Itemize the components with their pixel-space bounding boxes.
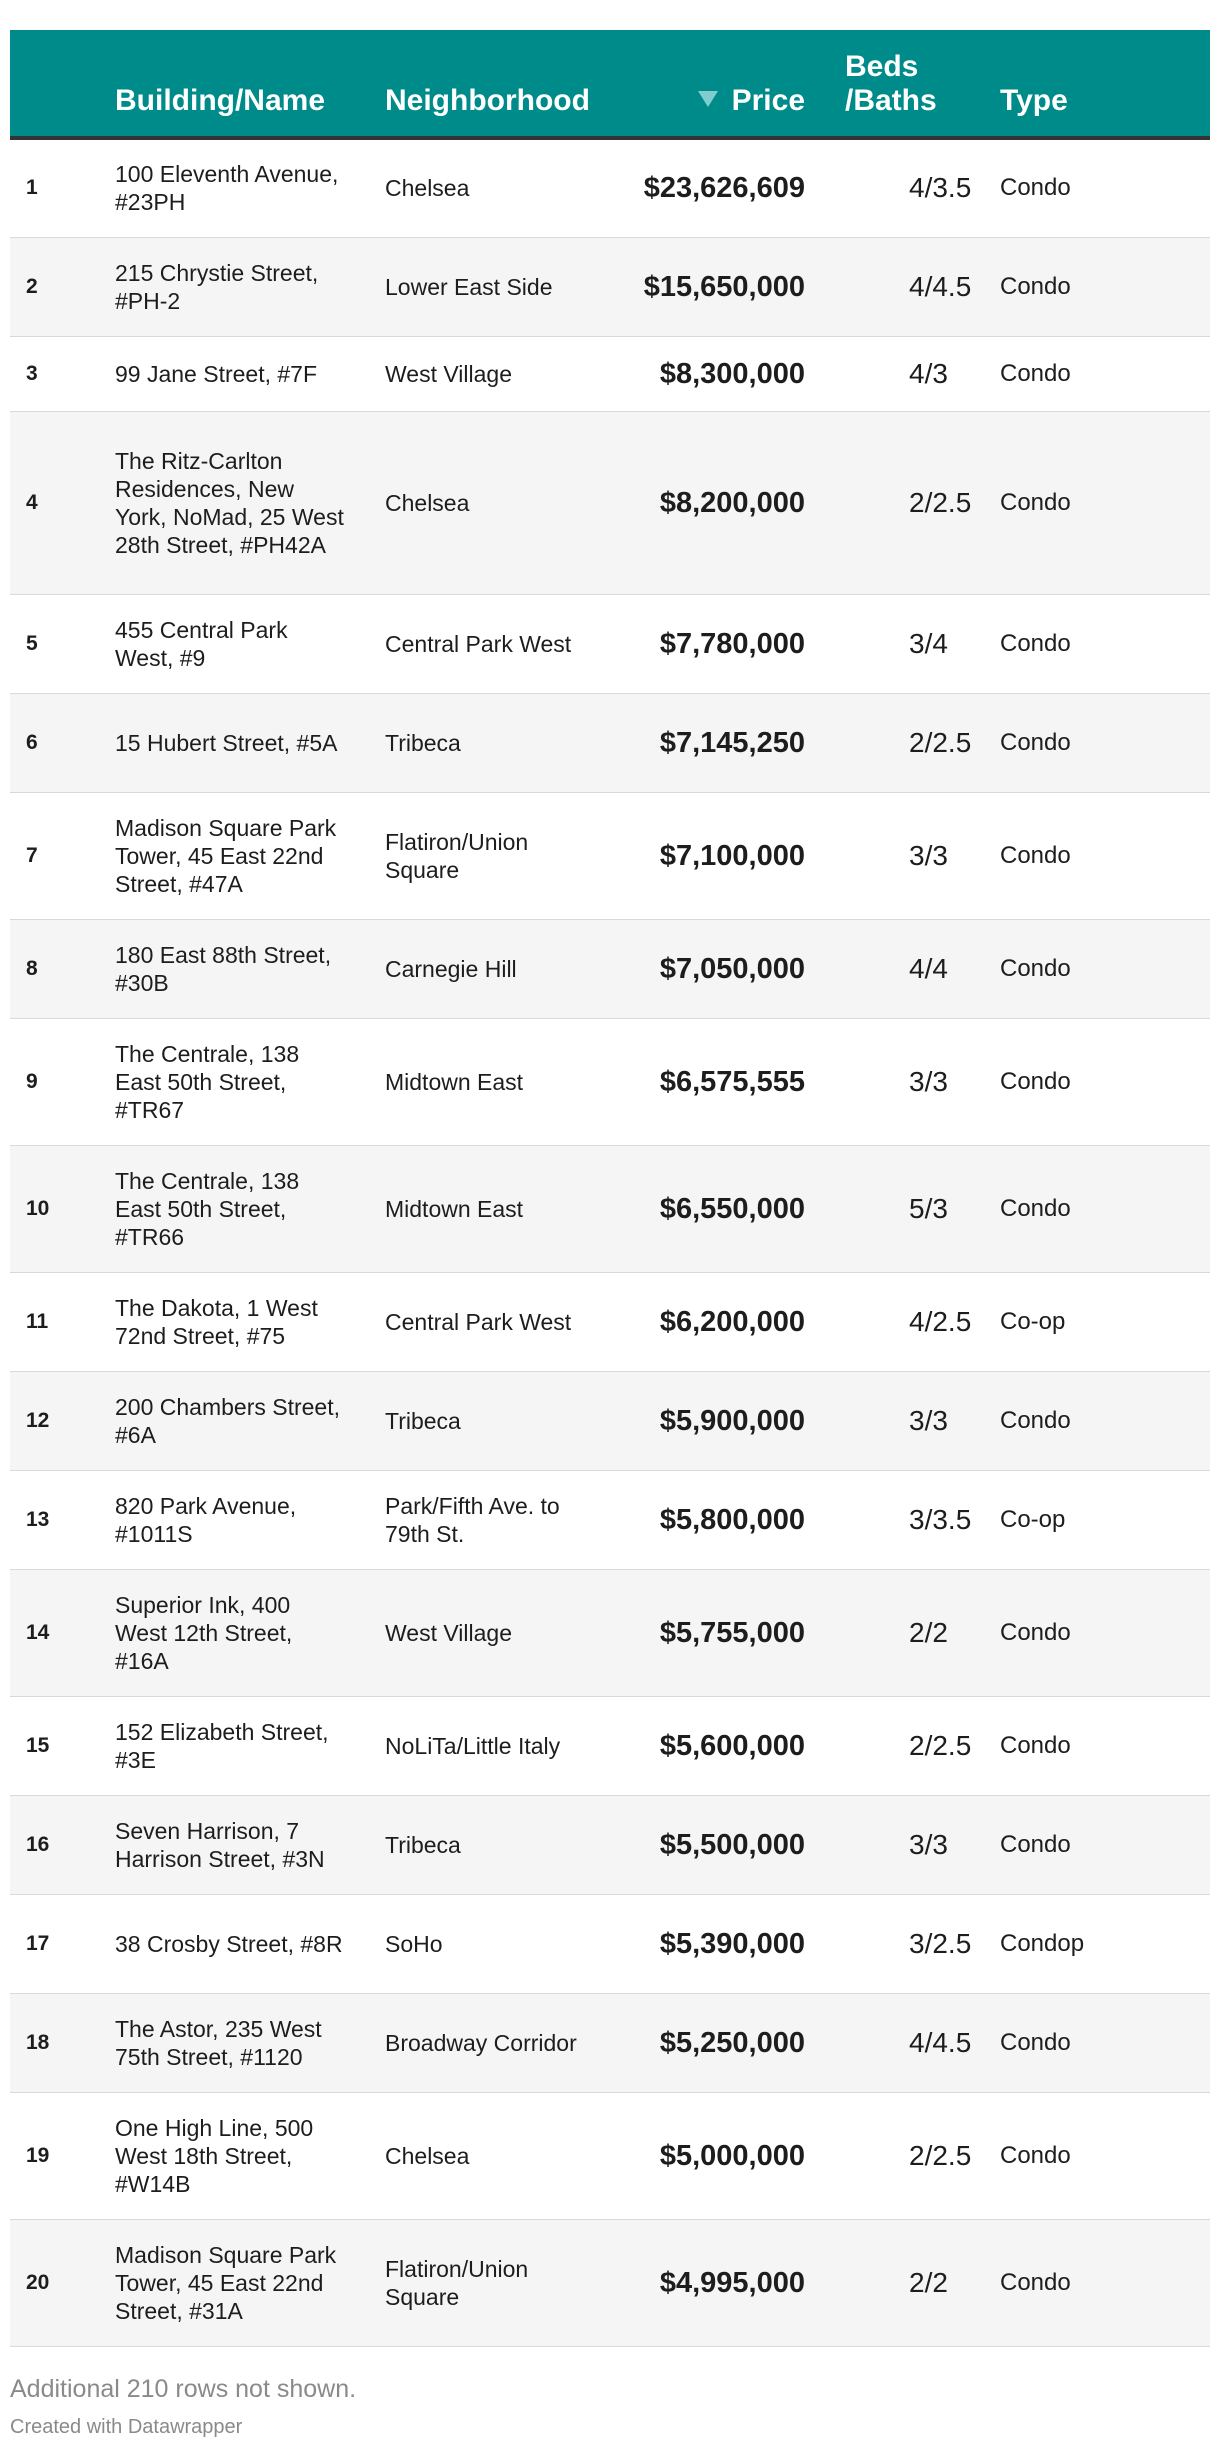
cell-beds-baths: 4/4.5 [845, 1993, 1000, 2092]
table-row [10, 2092, 1210, 2219]
cell-rank: 13 [10, 1470, 115, 1569]
table-row [10, 1145, 1210, 1272]
header-building-name[interactable]: Building/Name [115, 30, 385, 138]
cell-beds-baths: 2/2 [845, 2219, 1000, 2346]
table-body [10, 138, 1210, 2346]
table-row [10, 792, 1210, 919]
table-row [10, 1272, 1210, 1371]
table-row [10, 1470, 1210, 1569]
table-row [10, 1696, 1210, 1795]
table-row [10, 1018, 1210, 1145]
cell-rank: 14 [10, 1569, 115, 1696]
cell-building-name: The Centrale, 138 East 50th Street, #TR66 [115, 1145, 385, 1272]
cell-building-name: 180 East 88th Street, #30B [115, 919, 385, 1018]
table-row [10, 237, 1210, 336]
cell-price: $7,780,000 [620, 594, 845, 693]
cell-building-name: 38 Crosby Street, #8R [115, 1894, 385, 1993]
cell-type: Condo [1000, 919, 1210, 1018]
cell-building-name: 15 Hubert Street, #5A [115, 693, 385, 792]
cell-type: Condo [1000, 1795, 1210, 1894]
table-row [10, 1569, 1210, 1696]
cell-beds-baths: 4/2.5 [845, 1272, 1000, 1371]
cell-type: Condo [1000, 1018, 1210, 1145]
cell-price: $5,755,000 [620, 1569, 845, 1696]
cell-beds-baths: 2/2.5 [845, 1696, 1000, 1795]
table-row [10, 1371, 1210, 1470]
cell-rank: 3 [10, 336, 115, 411]
table-row [10, 1795, 1210, 1894]
table-row [10, 138, 1210, 237]
cell-type: Condo [1000, 2092, 1210, 2219]
cell-type: Condo [1000, 138, 1210, 237]
cell-neighborhood: West Village [385, 336, 620, 411]
header-row [10, 30, 1210, 138]
cell-neighborhood: Midtown East [385, 1018, 620, 1145]
cell-building-name: The Centrale, 138 East 50th Street, #TR67 [115, 1018, 385, 1145]
cell-type: Condo [1000, 2219, 1210, 2346]
cell-beds-baths: 3/3 [845, 792, 1000, 919]
cell-building-name: One High Line, 500 West 18th Street, #W14B [115, 2092, 385, 2219]
cell-beds-baths: 4/4.5 [845, 237, 1000, 336]
cell-building-name: Madison Square Park Tower, 45 East 22nd Street, #31A [115, 2219, 385, 2346]
cell-type: Condo [1000, 594, 1210, 693]
cell-price: $15,650,000 [620, 237, 845, 336]
cell-building-name: 820 Park Avenue, #1011S [115, 1470, 385, 1569]
cell-neighborhood: Flatiron/Union Square [385, 2219, 620, 2346]
cell-building-name: Superior Ink, 400 West 12th Street, #16A [115, 1569, 385, 1696]
cell-building-name: The Dakota, 1 West 72nd Street, #75 [115, 1272, 385, 1371]
cell-beds-baths: 3/3 [845, 1795, 1000, 1894]
cell-neighborhood: Tribeca [385, 1371, 620, 1470]
cell-price: $5,390,000 [620, 1894, 845, 1993]
table-row [10, 2219, 1210, 2346]
cell-neighborhood: Tribeca [385, 1795, 620, 1894]
cell-building-name: 200 Chambers Street, #6A [115, 1371, 385, 1470]
cell-rank: 17 [10, 1894, 115, 1993]
cell-beds-baths: 3/3 [845, 1018, 1000, 1145]
cell-neighborhood: Central Park West [385, 1272, 620, 1371]
cell-building-name: The Astor, 235 West 75th Street, #1120 [115, 1993, 385, 2092]
cell-type: Condo [1000, 792, 1210, 919]
cell-rank: 18 [10, 1993, 115, 2092]
cell-price: $6,575,555 [620, 1018, 845, 1145]
cell-price: $5,800,000 [620, 1470, 845, 1569]
cell-price: $7,100,000 [620, 792, 845, 919]
cell-price: $6,550,000 [620, 1145, 845, 1272]
cell-rank: 5 [10, 594, 115, 693]
cell-beds-baths: 3/4 [845, 594, 1000, 693]
cell-neighborhood: Midtown East [385, 1145, 620, 1272]
cell-type: Condo [1000, 237, 1210, 336]
cell-type: Condo [1000, 1696, 1210, 1795]
cell-beds-baths: 2/2.5 [845, 411, 1000, 594]
cell-neighborhood: Central Park West [385, 594, 620, 693]
header-price-label: Price [731, 84, 805, 117]
cell-neighborhood: NoLiTa/Little Italy [385, 1696, 620, 1795]
cell-neighborhood: Chelsea [385, 2092, 620, 2219]
cell-building-name: Seven Harrison, 7 Harrison Street, #3N [115, 1795, 385, 1894]
cell-type: Condo [1000, 693, 1210, 792]
cell-neighborhood: Park/Fifth Ave. to 79th St. [385, 1470, 620, 1569]
cell-price: $8,300,000 [620, 336, 845, 411]
table-header [10, 30, 1210, 138]
header-beds-baths[interactable]: Beds /Baths [845, 30, 1000, 138]
cell-beds-baths: 2/2.5 [845, 2092, 1000, 2219]
cell-price: $5,500,000 [620, 1795, 845, 1894]
cell-beds-baths: 3/3 [845, 1371, 1000, 1470]
cell-beds-baths: 2/2 [845, 1569, 1000, 1696]
cell-price: $7,145,250 [620, 693, 845, 792]
cell-type: Condo [1000, 1993, 1210, 2092]
cell-building-name: 152 Elizabeth Street, #3E [115, 1696, 385, 1795]
cell-neighborhood: Tribeca [385, 693, 620, 792]
cell-type: Condo [1000, 336, 1210, 411]
cell-neighborhood: SoHo [385, 1894, 620, 1993]
cell-beds-baths: 4/3.5 [845, 138, 1000, 237]
cell-type: Condo [1000, 1371, 1210, 1470]
sort-descending-icon [698, 91, 718, 107]
table-row [10, 1894, 1210, 1993]
cell-neighborhood: West Village [385, 1569, 620, 1696]
cell-rank: 4 [10, 411, 115, 594]
table-row [10, 1993, 1210, 2092]
cell-neighborhood: Chelsea [385, 411, 620, 594]
cell-rank: 12 [10, 1371, 115, 1470]
cell-price: $7,050,000 [620, 919, 845, 1018]
table-row [10, 919, 1210, 1018]
cell-building-name: 100 Eleventh Avenue, #23PH [115, 138, 385, 237]
datawrapper-credit: Created with Datawrapper [10, 2416, 243, 2438]
cell-type: Condo [1000, 1569, 1210, 1696]
cell-rank: 11 [10, 1272, 115, 1371]
cell-beds-baths: 5/3 [845, 1145, 1000, 1272]
cell-building-name: The Ritz-Carlton Residences, New York, NoMad, 25 West 28th Street, #PH42A [115, 411, 385, 594]
cell-price: $5,600,000 [620, 1696, 845, 1795]
cell-type: Condo [1000, 411, 1210, 594]
cell-type: Co-op [1000, 1272, 1210, 1371]
cell-rank: 16 [10, 1795, 115, 1894]
cell-price: $6,200,000 [620, 1272, 845, 1371]
cell-rank: 7 [10, 792, 115, 919]
table-row [10, 594, 1210, 693]
cell-building-name: 99 Jane Street, #7F [115, 336, 385, 411]
header-type[interactable]: Type [1000, 30, 1210, 138]
cell-neighborhood: Chelsea [385, 138, 620, 237]
cell-rank: 19 [10, 2092, 115, 2219]
cell-price: $5,900,000 [620, 1371, 845, 1470]
cell-price: $23,626,609 [620, 138, 845, 237]
header-rank[interactable] [10, 30, 115, 138]
cell-beds-baths: 4/3 [845, 336, 1000, 411]
cell-neighborhood: Carnegie Hill [385, 919, 620, 1018]
cell-type: Co-op [1000, 1470, 1210, 1569]
table-notes: Additional 210 rows not shown. [10, 2374, 357, 2403]
cell-building-name: 215 Chrystie Street, #PH-2 [115, 237, 385, 336]
cell-beds-baths: 4/4 [845, 919, 1000, 1018]
cell-rank: 1 [10, 138, 115, 237]
cell-price: $8,200,000 [620, 411, 845, 594]
cell-building-name: Madison Square Park Tower, 45 East 22nd Street, #47A [115, 792, 385, 919]
cell-type: Condo [1000, 1145, 1210, 1272]
cell-price: $5,000,000 [620, 2092, 845, 2219]
cell-rank: 9 [10, 1018, 115, 1145]
cell-rank: 6 [10, 693, 115, 792]
listings-table [10, 30, 1210, 2347]
cell-price: $4,995,000 [620, 2219, 845, 2346]
cell-rank: 2 [10, 237, 115, 336]
table-row [10, 693, 1210, 792]
table-row [10, 336, 1210, 411]
cell-rank: 8 [10, 919, 115, 1018]
cell-beds-baths: 3/3.5 [845, 1470, 1000, 1569]
cell-rank: 20 [10, 2219, 115, 2346]
cell-building-name: 455 Central Park West, #9 [115, 594, 385, 693]
cell-type: Condop [1000, 1894, 1210, 1993]
header-price[interactable] [620, 30, 845, 138]
cell-beds-baths: 2/2.5 [845, 693, 1000, 792]
cell-rank: 15 [10, 1696, 115, 1795]
cell-neighborhood: Lower East Side [385, 237, 620, 336]
cell-neighborhood: Broadway Corridor [385, 1993, 620, 2092]
table-row [10, 411, 1210, 594]
cell-beds-baths: 3/2.5 [845, 1894, 1000, 1993]
cell-rank: 10 [10, 1145, 115, 1272]
cell-price: $5,250,000 [620, 1993, 845, 2092]
header-neighborhood[interactable]: Neighborhood [385, 30, 620, 138]
cell-neighborhood: Flatiron/Union Square [385, 792, 620, 919]
